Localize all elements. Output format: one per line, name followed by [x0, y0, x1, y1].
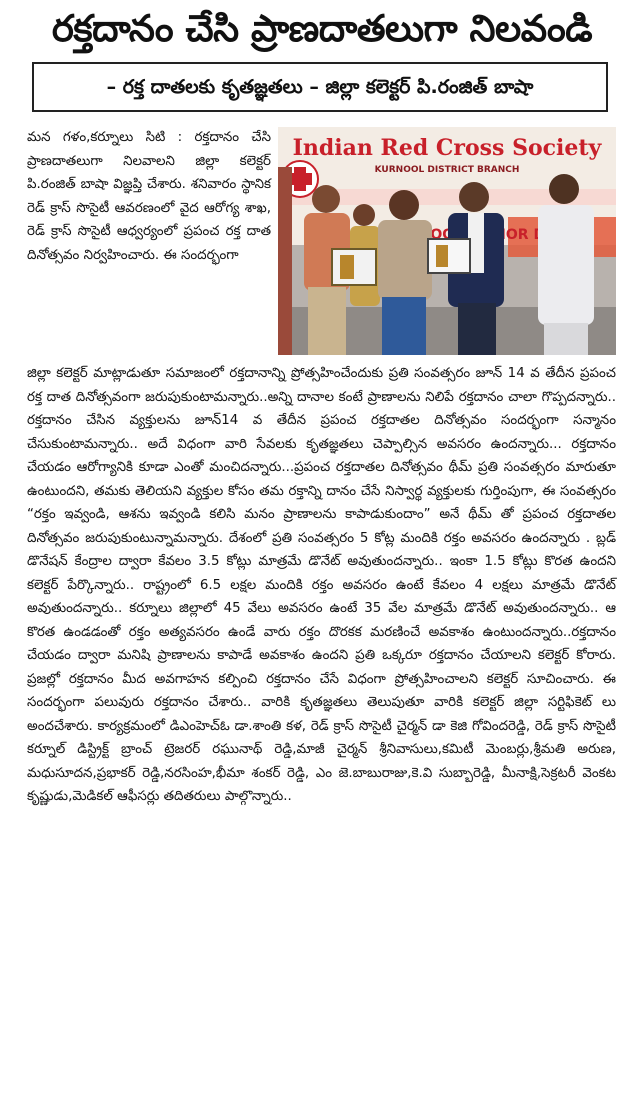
banner-title: Indian Red Cross Society: [292, 135, 602, 161]
article-body: జిల్లా కలెక్టర్ మాట్లాడుతూ సమాజంలో రక్తదానాన్ని ప్రోత్సహించేందుకు ప్రతి సంవత్సరం జూన్ 14 వ తేదీన ప్రపంచ రక్త దాత దినోత్సవంగా జరుపుకుంటామన్నారు..అన్ని దానాల కంటే ప్రాణాలను నిలిపే రక్తదానం చాలా గొప్పదన్నారు.. రక్తదానం చేసిన వ్యక్తులను జూన్14 వ తేదీన ప్రపంచ రక్తదాతల దినోత్సవం సందర్భంగా సన్మానం చేసుకుంటామన్నారు.. అదే విధంగా వారి సేవలకు కృతజ్ఞతలు చెప్పాల్సిన అవసరం ఉందన్నారు... రక్తదానం చేయడం ఆరోగ్యానికి కూడా ఎంతో మంచిదన్నారు...ప్రపంచ రక్తదాతల దినోత్సవం థీమ్ ప్రతి సంవత్సరం మారుతూ ఉంటుందని, తమకు తెలియని వ్యక్తుల కోసం తమ రక్తాన్ని దానం చేసే నిస్వార్థ వ్యక్తులకు గుర్తింపుగా, ఈ సంవత్సరం “రక్తం ఇవ్వండి, ఆశను ఇవ్వండి కలిసి మనం ప్రాణాలను కాపాడుకుందాం” అనే థీమ్ తో ప్రపంచ రక్తదాతల దినోత్సవం జరుపుకుంటున్నామన్నారు. దేశంలో ప్రతి సంవత్సరం 5 కోట్ల మందికి రక్తం అవసరం ఉందన్నారు . బ్లడ్ డొనేషన్ కేంద్రాల ద్వారా కేవలం 3.5 కోట్లు మాత్రమే డొనేట్ అవుతుందన్నారు.. ఇంకా 1.5 కోట్లు కొరత ఉందని కలెక్టర్ పేర్కొన్నారు.. రాష్ట్రంలో 6.5 లక్షల మందికి రక్తం అవసరం ఉంటే కేవలం 4 లక్షలు మాత్రమే డొనేట్ అవుతుందన్నారు.. కర్నూలు జిల్లాలో 45 వేలు అవసరం ఉంటే 35 వేల మాత్రమే డొనేట్ అవుతుందన్నారు.. ఆ కొరత ఉండడంతో రక్తం అత్యవసరం ఉండే వారు రక్తం దొరకక మరణించే అవకాశం ఉంటుందన్నారు..రక్తదానం చేయడం ద్వారా మనిషి ప్రాణాలను కాపాడే అవకాశం ఉందని ప్రతి ఒక్కరూ రక్తదానం చేయాలని కలెక్టర్ కోరారు. ప్రజల్లో రక్తదానం మీద అవగాహన కల్పించి రక్తదానం చేసే విధంగా ప్రోత్సహించాలని కలెక్టర్ సూచించారు. ఈ సందర్భంగా పలువురు రక్తదానం చేశారు.. వారికి కృతజ్ఞతలు తెలుపుతూ వారికి కలెక్టర్ జిల్లా సర్టిఫికెట్ లు అందచేశారు. కార్యక్రమంలో డిఎంహెచ్ఓ డా.శాంతి కళ, రెడ్ క్రాస్ సొసైటీ చైర్మన్ డా కెజి గోవిందరెడ్డి, రెడ్ క్రాస్ సొసైటీ కర్నూల్ డిస్ట్రిక్ట్ బ్రాంచ్ ట్రెజరర్ రఘునాథ్ రెడ్డి,మాజీ చైర్మన్ శ్రీనివాసులు,కమిటీ మెంబర్లు,శ్రీమతి అరుణ, మధుసూదన,ప్రభాకర్ రెడ్డి,నరసింహ,భీమా శంకర్ రెడ్డి, ఎం జె.బాబురాజు,కె.వి సుబ్బారెడ్డి, మీనాక్షి,సెక్రటరీ వెంకట కృష్ణుడు,మెడికల్ ఆఫీసర్లు తదితరులు పాల్గొన్నారు..: [27, 366, 616, 804]
article-dateline: మన గళం,కర్నూలు సిటి :: [27, 130, 195, 145]
banner-subtitle: KURNOOL DISTRICT BRANCH: [374, 165, 520, 175]
subheadline-box: – రక్త దాతలకు కృతజ్ఞతలు – జిల్లా కలెక్టర్ పి.రంజిత్ బాషా: [32, 62, 608, 112]
article-intro-text: రక్తదానం చేసి ప్రాణదాతలుగా నిలవాలని జిల్లా కలెక్టర్ పి.రంజిత్ బాషా విజ్ఞప్తి చేశారు. శనివారం స్థానిక రెడ్ క్రాస్ సొసైటీ ఆవరణంలో వైద ఆరోగ్య శాఖ, రెడ్ క్రాస్ సొసైటీ ఆధ్వర్యంలో ప్రపంచ రక్త దాత దినోత్సవం నిర్వహించారు. ఈ సందర్భంగా: [27, 130, 271, 263]
headline: రక్తదానం చేసి ప్రాణదాతలుగా నిలవండి: [51, 7, 593, 50]
banner-event: BLOOD: [411, 227, 466, 243]
event-photo: [278, 127, 616, 355]
article-intro: [27, 126, 271, 267]
